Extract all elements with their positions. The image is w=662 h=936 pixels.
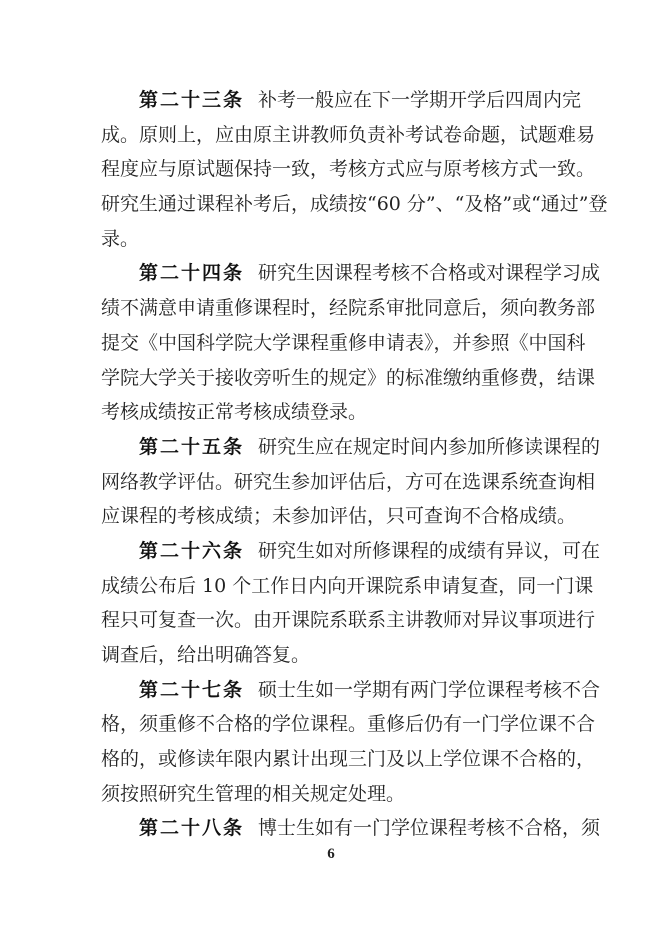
text-line xyxy=(101,638,561,673)
text-line xyxy=(101,707,596,742)
line-text: 提交《中国科学院大学课程重修申请表》，并参照《中国科 xyxy=(101,331,586,354)
text-line xyxy=(101,118,596,153)
line-text: 绩不满意申请重修课程时，经院系审批同意后，须向教务部 xyxy=(101,297,596,320)
text-line xyxy=(101,811,601,846)
page-number: 6 xyxy=(327,846,335,862)
article-title: 第二十六条 xyxy=(139,539,245,562)
line-text: 网络教学评估。研究生参加评估后，方可在选课系统查询相 xyxy=(101,470,596,493)
text-line xyxy=(101,395,561,430)
article-paragraph xyxy=(101,430,601,534)
line-text: 程度应与原试题保持一致，考核方式应与原考核方式一致。 xyxy=(101,158,596,181)
document-body xyxy=(101,83,608,846)
text-line xyxy=(101,534,601,569)
line-text: 格，须重修不合格的学位课程。重修后仍有一门学位课不合 xyxy=(101,713,596,736)
line-text: 研究生如对所修课程的成绩有异议，可在 xyxy=(258,539,601,562)
text-line xyxy=(101,83,582,118)
line-text: 应课程的考核成绩；未参加评估，只可查询不合格成绩。 xyxy=(101,505,577,528)
article-paragraph xyxy=(101,83,608,256)
line-text: 须按照研究生管理的相关规定处理。 xyxy=(101,782,406,805)
text-line xyxy=(101,603,596,638)
text-line xyxy=(101,777,561,812)
article-paragraph xyxy=(101,256,601,429)
line-text: 研究生因课程考核不合格或对课程学习成 xyxy=(258,262,601,285)
text-line xyxy=(101,430,601,465)
text-line xyxy=(101,361,596,396)
text-line xyxy=(101,256,601,291)
line-text: 程只可复查一次。由开课院系联系主讲教师对异议事项进行 xyxy=(101,609,596,632)
text-line xyxy=(101,673,601,708)
article-title: 第二十三条 xyxy=(139,89,245,111)
text-line xyxy=(101,742,596,777)
text-line xyxy=(101,326,586,361)
article-title: 第二十七条 xyxy=(139,678,245,701)
line-text: 考核成绩按正常考核成绩登录。 xyxy=(101,401,368,424)
text-line xyxy=(101,465,596,500)
article-title: 第二十五条 xyxy=(139,435,245,458)
line-text: 博士生如有一门学位课程考核不合格，须 xyxy=(258,817,601,840)
article-paragraph xyxy=(101,534,601,673)
text-line xyxy=(101,222,561,257)
text-line xyxy=(101,187,608,222)
article-paragraph xyxy=(101,673,601,812)
article-title: 第二十四条 xyxy=(139,262,245,285)
line-text: 硕士生如一学期有两门学位课程考核不合 xyxy=(258,678,601,701)
article-paragraph xyxy=(101,811,601,846)
line-text: 研究生通过课程补考后，成绩按“60 分”、“及格”或“通过”登 xyxy=(101,193,608,216)
line-text: 调查后，给出明确答复。 xyxy=(101,644,311,666)
line-text: 补考一般应在下一学期开学后四周内完 xyxy=(258,89,582,111)
line-text: 学院大学关于接收旁听生的规定》的标准缴纳重修费，结课 xyxy=(101,366,596,389)
line-text: 格的，或修读年限内累计出现三门及以上学位课不合格的， xyxy=(101,748,596,771)
line-text: 成。原则上，应由原主讲教师负责补考试卷命题，试题难易 xyxy=(101,123,596,146)
line-text: 成绩公布后 10 个工作日内向开课院系申请复查，同一门课 xyxy=(101,574,594,597)
line-text: 录。 xyxy=(101,227,140,250)
article-title: 第二十八条 xyxy=(139,817,245,840)
text-line xyxy=(101,291,596,326)
text-line xyxy=(101,499,577,534)
text-line xyxy=(101,152,596,187)
text-line xyxy=(101,569,594,604)
line-text: 研究生应在规定时间内参加所修读课程的 xyxy=(258,435,601,458)
